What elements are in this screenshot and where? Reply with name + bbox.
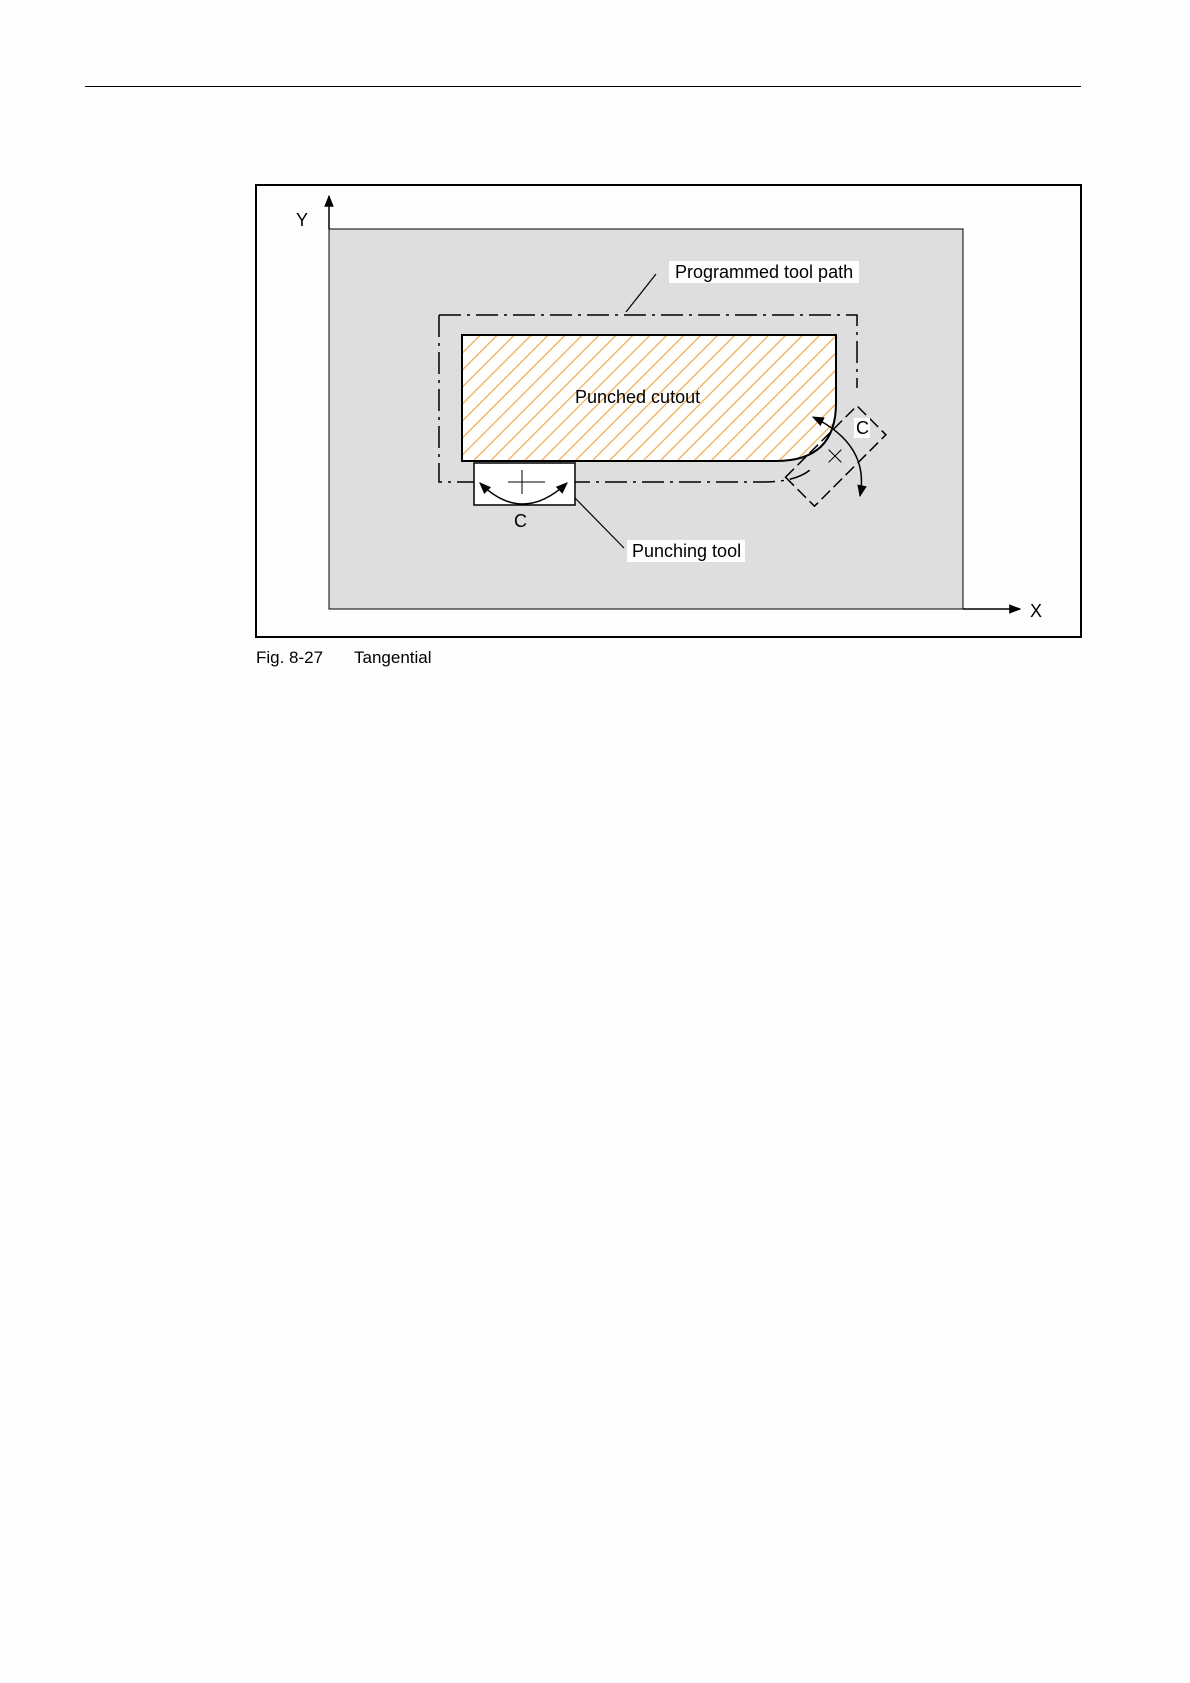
punched-cutout-label: Punched cutout (575, 387, 701, 407)
punching-tool-left (474, 463, 575, 505)
figure-caption (256, 648, 432, 668)
figure-number: Fig. 8-27 (256, 648, 324, 667)
rotation-label-left: C (514, 511, 527, 531)
y-axis-label: Y (296, 210, 309, 230)
punching-tool-label: Punching tool (632, 541, 742, 561)
figure-title: Tangential (354, 648, 432, 667)
x-axis-label: X (1030, 601, 1043, 621)
rotation-label-right: C (856, 418, 869, 438)
programmed-tool-path-label: Programmed tool path (675, 262, 854, 282)
